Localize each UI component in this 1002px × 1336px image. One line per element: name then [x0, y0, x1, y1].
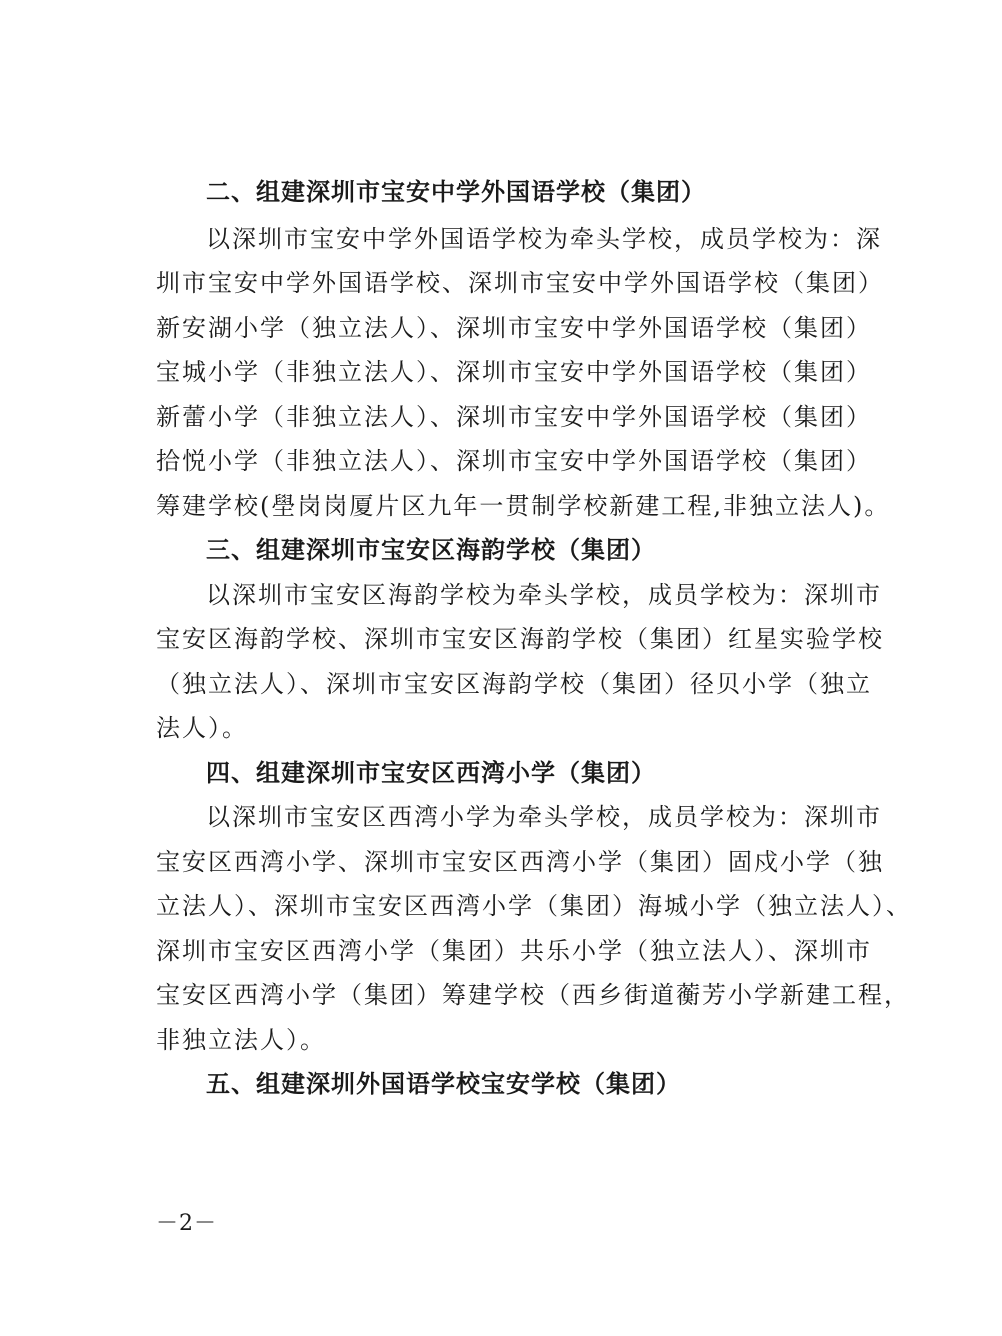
- paragraph-line: 新蕾小学（非独立法人）、深圳市宝安中学外国语学校（集团）: [156, 403, 872, 431]
- paragraph-line: 以深圳市宝安中学外国语学校为牵头学校，成员学校为：深: [206, 225, 882, 253]
- paragraph-line: 筹建学校(壆岗岗厦片区九年一贯制学校新建工程,非独立法人)。: [156, 492, 891, 520]
- paragraph-line: 圳市宝安中学外国语学校、深圳市宝安中学外国语学校（集团）: [156, 269, 884, 297]
- paragraph-line: 宝城小学（非独立法人）、深圳市宝安中学外国语学校（集团）: [156, 358, 872, 386]
- section-heading: 五、组建深圳外国语学校宝安学校（集团）: [206, 1070, 681, 1098]
- paragraph-line: 新安湖小学（独立法人）、深圳市宝安中学外国语学校（集团）: [156, 314, 872, 342]
- paragraph-line: 宝安区西湾小学、深圳市宝安区西湾小学（集团）固戍小学（独: [156, 848, 884, 876]
- paragraph-line: （独立法人）、深圳市宝安区海韵学校（集团）径贝小学（独立: [156, 670, 872, 698]
- paragraph-line: 宝安区西湾小学（集团）筹建学校（西乡街道蘅芳小学新建工程，: [156, 981, 910, 1009]
- paragraph-line: 法人）。: [156, 714, 248, 742]
- paragraph-line: 深圳市宝安区西湾小学（集团）共乐小学（独立法人）、深圳市: [156, 937, 872, 965]
- paragraph-line: 拾悦小学（非独立法人）、深圳市宝安中学外国语学校（集团）: [156, 447, 872, 475]
- section-heading: 二、组建深圳市宝安中学外国语学校（集团）: [206, 178, 706, 206]
- paragraph-line: 宝安区海韵学校、深圳市宝安区海韵学校（集团）红星实验学校: [156, 625, 884, 653]
- paragraph-line: 立法人）、深圳市宝安区西湾小学（集团）海城小学（独立法人）、: [156, 892, 912, 920]
- paragraph-line: 非独立法人）。: [156, 1026, 326, 1054]
- page-number: －2－: [156, 1211, 217, 1236]
- paragraph-line: 以深圳市宝安区海韵学校为牵头学校，成员学校为：深圳市: [206, 581, 882, 609]
- section-heading: 四、组建深圳市宝安区西湾小学（集团）: [206, 759, 656, 787]
- section-heading: 三、组建深圳市宝安区海韵学校（集团）: [206, 536, 656, 564]
- paragraph-line: 以深圳市宝安区西湾小学为牵头学校，成员学校为：深圳市: [206, 803, 882, 831]
